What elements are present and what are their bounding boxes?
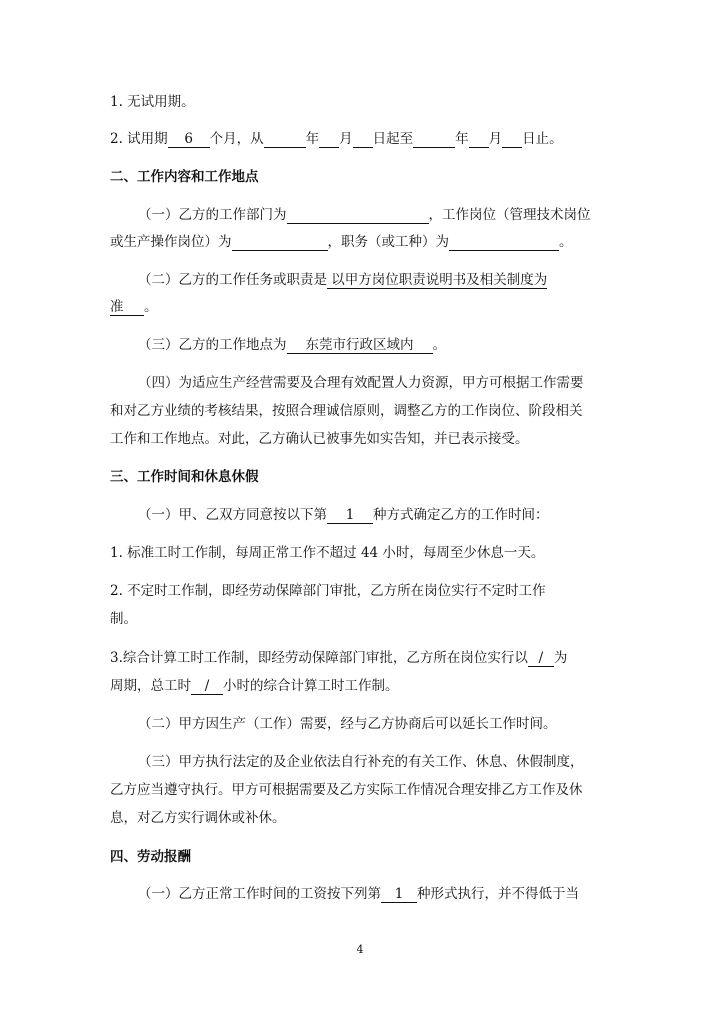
- section-2-p4-line1: （四）为适应生产经营需要及合理有效配置人力资源，甲方可根据工作需要: [138, 375, 584, 391]
- section-3-p3-line1: （三）甲方执行法定的及企业依法自行补充的有关工作、休息、休假制度，: [138, 754, 584, 770]
- probation-item-2: 2. 试用期 6 个月，从 年 月 日起至 年 月 日止。: [110, 131, 563, 147]
- section-3-heading: 三、工作时间和休息休假: [110, 469, 259, 485]
- section-2-p4-line3: 工作和工作地点。对此，乙方确认已被事先如实告知，并已表示接受。: [110, 431, 529, 447]
- section-3-method-1: 1. 标准工时工作制，每周正常工作不超过 44 小时，每周至少休息一天。: [110, 545, 545, 561]
- duties-fill-2: 准: [110, 299, 144, 316]
- start-day-blank: [353, 131, 373, 148]
- section-2-p1-line1: （一）乙方的工作部门为 ，工作岗位（管理技术岗位: [138, 207, 591, 223]
- section-2-heading: 二、工作内容和工作地点: [110, 169, 259, 185]
- department-blank: [287, 207, 429, 224]
- section-3-p3-line3: 息，对乙方实行调休或补休。: [110, 810, 286, 826]
- cycle-blank: /: [528, 650, 554, 667]
- section-2-p4-line2: 和对乙方业绩的考核结果，按照合理诚信原则，调整乙方的工作岗位、阶段相关: [110, 403, 583, 419]
- section-3-method-2-line1: 2. 不定时工作制，即经劳动保障部门审批，乙方所在岗位实行不定时工作: [110, 583, 546, 599]
- wage-form-blank: 1: [381, 886, 417, 903]
- section-3-method-2-line2: 制。: [110, 611, 137, 627]
- section-2-p3: （三）乙方的工作地点为 东莞市行政区域内 。: [138, 337, 446, 353]
- end-month-blank: [469, 131, 489, 148]
- probation-months-blank: 6: [168, 131, 210, 148]
- work-location-blank: 东莞市行政区域内: [287, 337, 433, 354]
- section-2-p2-line1: （二）乙方的工作任务或职责是 以甲方岗位职责说明书及相关制度为: [138, 272, 548, 288]
- page-number: 4: [356, 943, 364, 956]
- section-3-method-3-line1: 3.综合计算工时工作制，即经劳动保障部门审批，乙方所在岗位实行以 / 为: [110, 650, 568, 666]
- start-year-blank: [264, 131, 306, 148]
- start-month-blank: [319, 131, 339, 148]
- end-year-blank: [413, 131, 455, 148]
- section-2-p1-line2: 或生产操作岗位）为 ，职务（或工种）为 。: [110, 234, 573, 250]
- probation-item-1: 1. 无试用期。: [110, 94, 195, 110]
- duties-fill-1: 以甲方岗位职责说明书及相关制度为: [327, 272, 548, 288]
- section-3-p3-line2: 乙方应当遵守执行。甲方可根据需要及乙方实际工作情况合理安排乙方工作及休: [110, 782, 583, 798]
- section-2-p2-line2: 准 。: [110, 299, 158, 315]
- section-4-heading: 四、劳动报酬: [110, 849, 191, 865]
- work-hours-option-blank: 1: [327, 507, 373, 524]
- section-3-method-3-line2: 周期，总工时 / 小时的综合计算工时工作制。: [110, 678, 399, 694]
- section-4-p1: （一）乙方正常工作时间的工资按下列第 1 种形式执行，并不得低于当: [138, 886, 579, 902]
- end-day-blank: [502, 131, 522, 148]
- total-hours-blank: /: [191, 678, 223, 695]
- job-title-blank: [449, 234, 559, 251]
- section-3-p1: （一）甲、乙双方同意按以下第 1 种方式确定乙方的工作时间：: [138, 507, 549, 523]
- section-3-p2: （二）甲方因生产（工作）需要，经与乙方协商后可以延长工作时间。: [138, 716, 557, 732]
- position-blank: [232, 234, 328, 251]
